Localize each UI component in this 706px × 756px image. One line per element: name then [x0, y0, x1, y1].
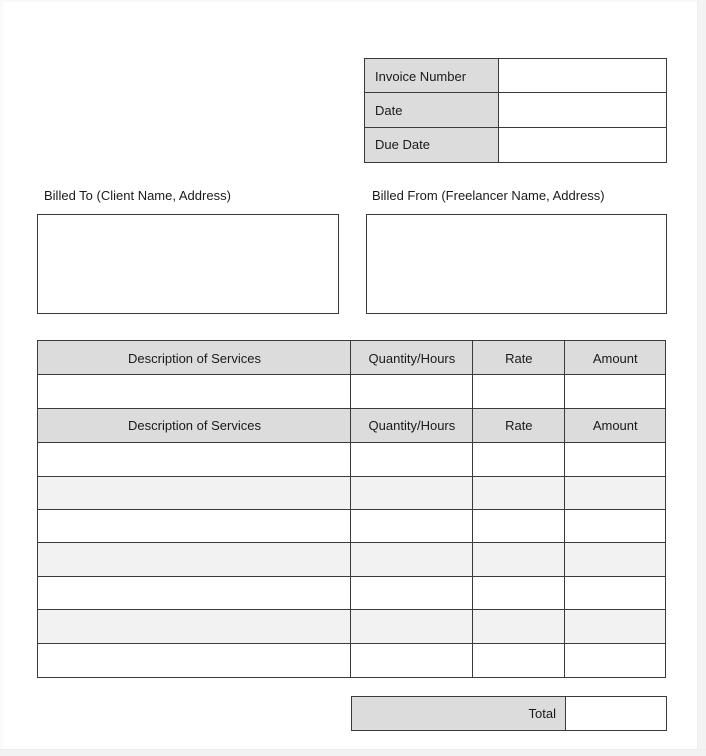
meta-row-invoice-number	[364, 58, 667, 94]
table-row	[37, 509, 667, 544]
meta-row-date	[364, 92, 667, 128]
table-row	[37, 542, 667, 577]
total-value[interactable]	[565, 696, 667, 731]
page-edge-top	[0, 0, 706, 2]
cell-rate[interactable]	[472, 576, 566, 611]
meta-value-due-date[interactable]	[498, 127, 667, 163]
billed-to-label: Billed To (Client Name, Address)	[44, 188, 231, 203]
meta-value-date[interactable]	[498, 92, 667, 128]
cell-rate[interactable]	[472, 609, 566, 644]
column-header-description: Description of Services	[37, 340, 352, 376]
cell-amount[interactable]	[564, 643, 666, 678]
cell-description[interactable]	[37, 643, 352, 678]
meta-label-invoice-number: Invoice Number	[364, 58, 500, 94]
total-label: Total	[351, 696, 567, 731]
cell-amount[interactable]	[564, 576, 666, 611]
cell-description[interactable]	[37, 442, 352, 477]
meta-label-due-date: Due Date	[364, 127, 500, 163]
table-row	[37, 442, 667, 477]
column-header-rate: Rate	[472, 340, 566, 376]
column-header-amount: Amount	[564, 340, 666, 376]
cell-amount[interactable]	[564, 476, 666, 511]
cell-quantity[interactable]	[350, 542, 473, 577]
meta-row-due-date	[364, 127, 667, 163]
table-row	[37, 476, 667, 511]
table-header-row	[37, 340, 667, 376]
page-edge-left	[0, 0, 3, 756]
table-row	[37, 576, 667, 611]
cell-quantity[interactable]	[350, 442, 473, 477]
cell-rate[interactable]	[472, 509, 566, 544]
cell-description[interactable]	[37, 476, 352, 511]
column-header-description: Description of Services	[37, 408, 352, 444]
cell-rate[interactable]	[472, 442, 566, 477]
cell-description[interactable]	[37, 576, 352, 611]
total-row	[351, 696, 667, 731]
billed-from-field[interactable]	[366, 214, 667, 314]
cell-quantity[interactable]	[350, 476, 473, 511]
cell-quantity[interactable]	[350, 643, 473, 678]
cell-amount[interactable]	[564, 509, 666, 544]
cell-quantity[interactable]	[350, 576, 473, 611]
cell-rate[interactable]	[472, 374, 566, 409]
meta-label-date: Date	[364, 92, 500, 128]
cell-amount[interactable]	[564, 609, 666, 644]
table-row	[37, 643, 667, 678]
cell-rate[interactable]	[472, 643, 566, 678]
cell-amount[interactable]	[564, 442, 666, 477]
page-edge-right	[697, 0, 706, 756]
page-edge-bottom	[0, 749, 706, 756]
cell-rate[interactable]	[472, 476, 566, 511]
cell-quantity[interactable]	[350, 609, 473, 644]
cell-amount[interactable]	[564, 542, 666, 577]
cell-description[interactable]	[37, 609, 352, 644]
table-row	[37, 609, 667, 644]
column-header-amount: Amount	[564, 408, 666, 444]
cell-rate[interactable]	[472, 542, 566, 577]
meta-value-invoice-number[interactable]	[498, 58, 667, 94]
table-row	[37, 374, 667, 409]
column-header-quantity: Quantity/Hours	[350, 340, 473, 376]
cell-quantity[interactable]	[350, 509, 473, 544]
billed-from-label: Billed From (Freelancer Name, Address)	[372, 188, 605, 203]
cell-amount[interactable]	[564, 374, 666, 409]
line-items-table	[37, 340, 667, 678]
billed-to-field[interactable]	[37, 214, 339, 314]
column-header-quantity: Quantity/Hours	[350, 408, 473, 444]
column-header-rate: Rate	[472, 408, 566, 444]
table-header-row-secondary	[37, 408, 667, 444]
invoice-meta-table	[364, 58, 667, 163]
cell-quantity[interactable]	[350, 374, 473, 409]
cell-description[interactable]	[37, 542, 352, 577]
cell-description[interactable]	[37, 509, 352, 544]
cell-description[interactable]	[37, 374, 352, 409]
